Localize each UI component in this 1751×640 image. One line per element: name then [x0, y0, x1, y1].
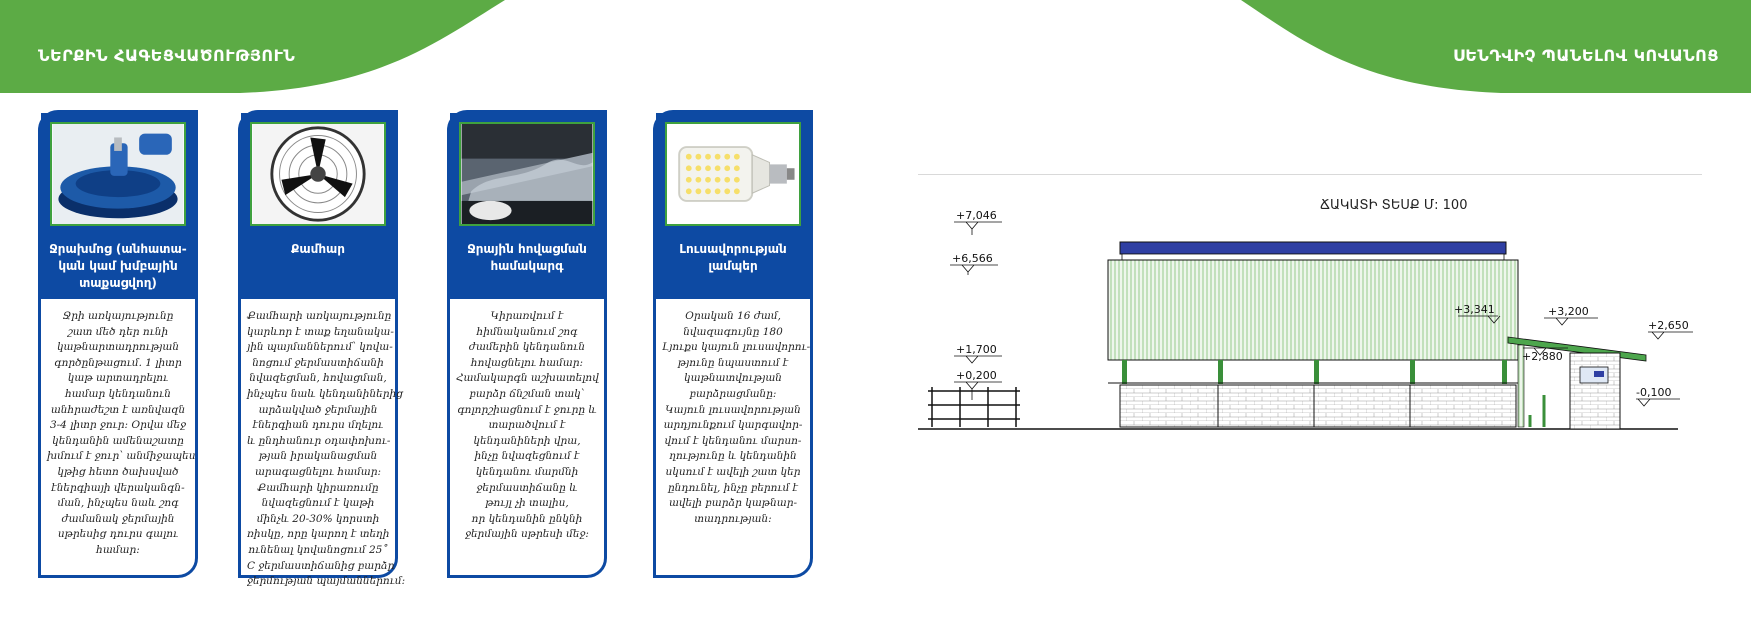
card-led-lamps [653, 110, 813, 578]
fan-icon [250, 122, 386, 226]
level-label: -0,100 [1636, 386, 1672, 399]
card-title: Ջրային հովացման համակարգ [467, 242, 587, 273]
level-label: +6,566 [952, 252, 993, 265]
divider-line [918, 174, 1702, 175]
level-label: +3,341 [1454, 303, 1495, 316]
card-water-bowl [38, 110, 198, 578]
barn-elevation-drawing [918, 205, 1708, 445]
led-lamp-icon [665, 122, 801, 226]
water-cooling-photo [459, 122, 595, 226]
level-label: +2,650 [1648, 319, 1689, 332]
water-bowl-icon [50, 122, 186, 226]
card-description: Օրական 16 ժամ, նվազագույնը 180 Լյուքս կայուն լուսավորու- թյունը նպաստում է կաթնատվության բարձրացմանը: Կայուն լուսավորության արդյունքում կարգավոր- վում է կենդանու մարսո- ղությունը և կենդանին սկսում է ավելի շատ կեր ընդունել, ինչը բերում է ավելի բարձր կաթնար- տադրության: [662, 310, 811, 525]
card-description: Քամհարի առկայությունը կարևոր է տաք եղանակա- յին պայմաններում՝ կովա- նոցում ջերմաստիճանի նվազեցման, հովացման, ինչպես նաև կենդանիներից արձակված ջերմային էներգիան դուրս մղելու և ընդհանուր օդափոխու- թյան իրականացման արագացնելու համար: Քամհարի կիրառումը նվազեցնում է կաթի մինչև 20-30% կորստի ռիսկը, որը կարող է տեղի ունենալ կովանոցում 25˚ C ջերմաստիճանից բարձր ջերմության պայմաններում: [247, 310, 406, 588]
card-title: Լուսավորության լամպեր [679, 242, 787, 273]
level-label: +3,200 [1548, 305, 1589, 318]
level-label: +7,046 [956, 209, 997, 222]
header-right-title: ՍԵՆԴՎԻՉ ՊԱՆԵԼՈՎ ԿՈՎԱՆՈՑ [1453, 46, 1719, 65]
card-water-cooling [447, 110, 607, 578]
level-label: +1,700 [956, 343, 997, 356]
card-fan [238, 110, 406, 588]
level-label: +0,200 [956, 369, 997, 382]
card-title: Քամհար [290, 242, 346, 256]
card-description: Ջրի առկայությունը շատ մեծ դեր ունի կաթնարտադրության գործընթացում. 1 լիտր կաթ արտադրելու համար կենդանուն անհրաժեշտ է առնվազն 3-4 լիտր ջուր: Օրվա մեջ կենդանին ամենաշատը խմում է ջուր՝ անմիջապես կթից հետո ծախսված էներգիայի վերականգն- ման, ինչպես նաև շոգ ժամանակ ջերմային սթրեսից դուրս գալու համար: [47, 310, 196, 556]
level-label: +2,880 [1522, 350, 1563, 363]
drawing-scale-label: ՃԱԿԱՏԻ ՏԵՍՔ Մ: 100 [1320, 198, 1468, 213]
card-title: Ջրախմոց (անհատա- կան կամ խմբային տաքացվող) [49, 242, 187, 290]
header-left-title: ՆԵՐՔԻՆ ՀԱԳԵՑՎԱԾՈՒԹՅՈՒՆ [38, 46, 296, 65]
card-description: Կիրառվում է հիմնականում շոգ ժամերին կենդանուն հովացնելու համար: Համակարգն աշխատելով բարձր ճնշման տակ՝ գոլորշիացնում է ջուրը և տարածվում է կենդանիների վրա, ինչը նվազեցնում է կենդանու մարմնի ջերմաստիճանը և թույլ չի տալիս, որ կենդանին ընկնի ջերմային սթրեսի մեջ: [456, 310, 599, 541]
